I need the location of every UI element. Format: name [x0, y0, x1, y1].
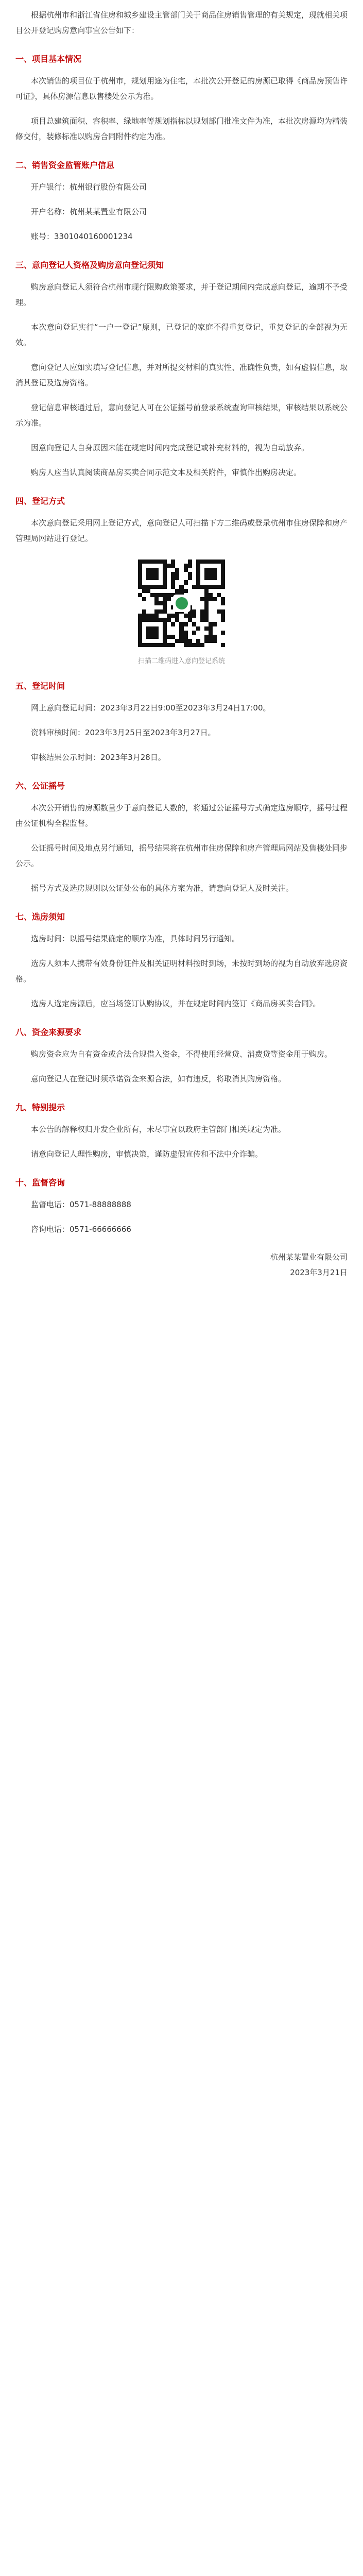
section-paragraph: 本次销售的项目位于杭州市，规划用途为住宅，本批次公开登记的房源已取得《商品房预售许可证》，具体房源信息以售楼处公示为准。 [15, 76, 348, 101]
section-heading: 五、登记时间 [15, 681, 65, 691]
section-paragraph: 本次意向登记实行“一户一登记”原则，已登记的家庭不得重复登记，重复登记的全部视为无效。 [15, 323, 348, 347]
section-heading: 十、监督咨询 [15, 1178, 65, 1188]
section-paragraph: 项目总建筑面积、容积率、绿地率等规划指标以规划部门批准文件为准，本批次房源均为精装修交付，装修标准以购房合同附件约定为准。 [15, 116, 348, 141]
section-paragraph: 审核结果公示时间：2023年3月28日。 [31, 753, 166, 762]
qr-caption: 扫描二维码进入意向登记系统 [137, 657, 225, 665]
section-heading: 七、选房须知 [15, 912, 65, 922]
section-paragraph: 公证摇号时间及地点另行通知，摇号结果将在杭州市住房保障和房产管理局网站及售楼处同步公示。 [15, 843, 348, 868]
section-paragraph: 资料审核时间：2023年3月25日至2023年3月27日。 [31, 728, 216, 737]
section-paragraph: 咨询电话：0571-66666666 [31, 1225, 131, 1234]
signature-company: 杭州某某置业有限公司 [270, 1252, 348, 1262]
section-paragraph: 请意向登记人理性购房，审慎决策，谨防虚假宣传和不法中介诈骗。 [31, 1149, 263, 1159]
section-paragraph: 网上意向登记时间：2023年3月22日9:00至2023年3月24日17:00。 [31, 703, 271, 713]
qr-logo-icon [173, 595, 191, 612]
section-paragraph: 登记信息审核通过后，意向登记人可在公证摇号前登录系统查询审核结果，审核结果以系统公示为准。 [15, 403, 348, 428]
section-paragraph: 本次意向登记采用网上登记方式，意向登记人可扫描下方二维码或登录杭州市住房保障和房产管理局网站进行登记。 [15, 518, 348, 543]
section-heading: 九、特别提示 [15, 1103, 65, 1112]
intro-paragraph: 根据杭州市和浙江省住房和城乡建设主管部门关于商品住房销售管理的有关规定，现就相关项目公开登记购房意向事宜公告如下： [15, 10, 348, 35]
section-paragraph: 意向登记人应如实填写登记信息，并对所提交材料的真实性、准确性负责，如有虚假信息，取消其登记及选房资格。 [15, 363, 348, 387]
section-paragraph: 因意向登记人自身原因未能在规定时间内完成登记或补充材料的，视为自动放弃。 [31, 443, 309, 452]
section-heading: 六、公证摇号 [15, 781, 65, 791]
qr-code-wrap [15, 556, 348, 650]
section-heading: 四、登记方式 [15, 496, 65, 506]
section-heading: 一、项目基本情况 [15, 54, 82, 64]
section-heading: 八、资金来源要求 [15, 1027, 82, 1037]
section-paragraph: 选房时间：以摇号结果确定的顺序为准，具体时间另行通知。 [31, 934, 240, 943]
section-paragraph: 监督电话：0571-88888888 [31, 1200, 131, 1209]
signature-date: 2023年3月21日 [290, 1268, 348, 1277]
signature [15, 1249, 348, 1280]
section-paragraph: 开户银行：杭州银行股份有限公司 [31, 182, 147, 192]
sections-block-b [15, 679, 348, 1237]
section-paragraph: 购房资金应为自有资金或合法合规借入资金，不得使用经营贷、消费贷等资金用于购房。 [31, 1049, 333, 1059]
sections-block-a [15, 52, 348, 546]
section-paragraph: 意向登记人在登记时须承诺资金来源合法，如有违反，将取消其购房资格。 [31, 1074, 286, 1083]
section-paragraph: 购房意向登记人须符合杭州市现行限购政策要求，并于登记期间内完成意向登记，逾期不予受理。 [15, 282, 348, 307]
section-paragraph: 选房人选定房源后，应当场签订认购协议，并在规定时间内签订《商品房买卖合同》。 [31, 999, 321, 1008]
section-heading: 二、销售资金监管账户信息 [15, 160, 115, 170]
section-paragraph: 购房人应当认真阅读商品房买卖合同示范文本及相关附件，审慎作出购房决定。 [31, 468, 302, 477]
section-paragraph: 本次公开销售的房源数量少于意向登记人数的，将通过公证摇号方式确定选房顺序，摇号过程由公证机构全程监督。 [15, 803, 348, 828]
section-paragraph: 摇号方式及选房规则以公证处公布的具体方案为准，请意向登记人及时关注。 [31, 884, 294, 893]
section-paragraph: 账号：3301040160001234 [31, 232, 133, 241]
section-paragraph: 开户名称：杭州某某置业有限公司 [31, 207, 147, 216]
section-paragraph: 本公告的解释权归开发企业所有，未尽事宜以政府主管部门相关规定为准。 [31, 1125, 286, 1134]
qr-code[interactable] [135, 556, 229, 650]
section-heading: 三、意向登记人资格及购房意向登记须知 [15, 260, 164, 270]
section-paragraph: 选房人须本人携带有效身份证件及相关证明材料按时到场，未按时到场的视为自动放弃选房资格。 [15, 959, 348, 984]
